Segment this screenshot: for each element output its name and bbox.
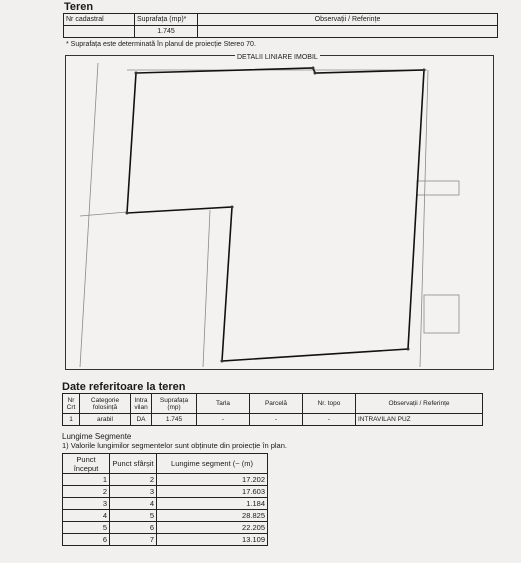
boundary-point [314, 72, 317, 75]
cell-sfarsit: 6 [110, 522, 157, 534]
neighbour-line [80, 212, 127, 216]
neighbour-lines [80, 63, 459, 367]
header-parcela: Parcelă [250, 394, 303, 414]
cell-inceput: 1 [63, 474, 110, 486]
boundary-point [231, 206, 234, 209]
cell-inceput: 6 [63, 534, 110, 546]
table-row [63, 498, 268, 510]
lungime-table [62, 453, 268, 546]
cell-inceput: 3 [63, 498, 110, 510]
cell-inceput: 4 [63, 510, 110, 522]
header-suprafata: Suprafața (mp)* [135, 14, 198, 26]
boundary-point [423, 69, 426, 72]
header-categorie: Categorie folosință [80, 394, 131, 414]
table-row [63, 486, 268, 498]
parcel-boundary [127, 68, 424, 361]
header-observatii-ref: Observații / Referințe [356, 394, 483, 414]
header-nr-cadastral: Nr cadastral [64, 14, 135, 26]
plan-title: DETALII LINIARE IMOBIL [237, 54, 318, 61]
date-title: Date referitoare la teren [62, 381, 186, 393]
header-nr-crt: Nr Crt [63, 394, 80, 414]
header-nr-topo: Nr. topo [303, 394, 356, 414]
boundary-points [126, 67, 426, 363]
cell-categorie: arabil [80, 414, 131, 426]
building-outline [417, 181, 459, 195]
header-suprafata-mp: Suprafața (mp) [152, 394, 197, 414]
cell-sfarsit: 2 [110, 474, 157, 486]
table-row [63, 510, 268, 522]
cell-lungime: 13.109 [157, 534, 268, 546]
cell-lungime: 17.202 [157, 474, 268, 486]
header-intravilan: Intra vilan [131, 394, 152, 414]
cell-parcela: - [250, 414, 303, 426]
cell-sfarsit: 3 [110, 486, 157, 498]
cell-sfarsit: 7 [110, 534, 157, 546]
table-row [63, 474, 268, 486]
cell-lungime: 17.603 [157, 486, 268, 498]
cell-lungime: 22.205 [157, 522, 268, 534]
boundary-point [126, 212, 129, 215]
header-tarla: Tarla [197, 394, 250, 414]
cell-lungime: 1.184 [157, 498, 268, 510]
lungime-title: Lungime Segmente [62, 432, 132, 441]
boundary-point [135, 72, 138, 75]
cell-inceput: 2 [63, 486, 110, 498]
teren-title: Teren [64, 1, 94, 13]
cell-intravilan: DA [131, 414, 152, 426]
header-punct-inceput: Punct început [63, 454, 110, 474]
header-punct-sfarsit: Punct sfârșit [110, 454, 157, 474]
cell-nr-crt: 1 [63, 414, 80, 426]
date-table [62, 393, 483, 426]
cell-suprafata-mp: 1.745 [152, 414, 197, 426]
lungime-subtitle: 1) Valorile lungimilor segmentelor sunt obținute din proiecție în plan. [62, 441, 287, 450]
teren-footnote: * Suprafața este determinată în planul de proiecție Stereo 70. [66, 41, 256, 48]
table-row [63, 522, 268, 534]
cell-sfarsit: 5 [110, 510, 157, 522]
neighbour-line [203, 210, 210, 367]
building-outline [424, 295, 459, 333]
header-lungime: Lungime segment (~ (m) [157, 454, 268, 474]
cell-sfarsit: 4 [110, 498, 157, 510]
table-row [63, 534, 268, 546]
cell-observatii-ref: INTRAVILAN PUZ [356, 414, 483, 426]
cell-tarla: - [197, 414, 250, 426]
cell-inceput: 5 [63, 522, 110, 534]
cell-nr-topo: - [303, 414, 356, 426]
cell-suprafata: 1.745 [135, 26, 198, 38]
header-observatii: Observații / Referințe [198, 14, 498, 26]
boundary-point [312, 67, 315, 70]
cell-lungime: 28.825 [157, 510, 268, 522]
boundary-point [407, 348, 410, 351]
boundary-point [221, 360, 224, 363]
